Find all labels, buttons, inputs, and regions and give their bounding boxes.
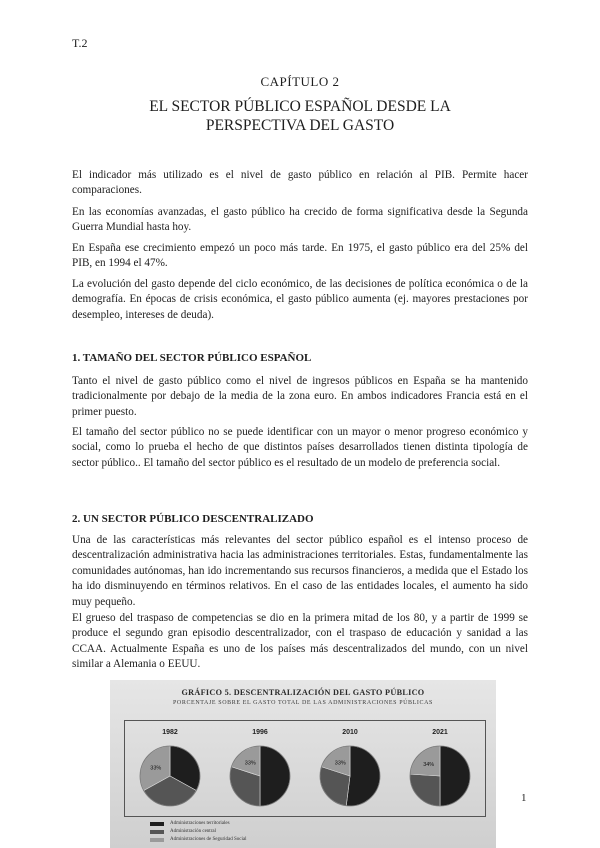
- legend-item: [150, 820, 247, 828]
- legend-label: Administración central: [170, 829, 216, 834]
- intro-paragraph-4: La evolución del gasto depende del ciclo económico, de las decisiones de política económica o de la demografía. En épocas de crisis económica, el gasto público aumenta (ej. mayores prestaciones por desempleo, intereses de deuda).: [72, 278, 528, 321]
- section-1-paragraph-1: Tanto el nivel de gasto público como el nivel de ingresos públicos en España se ha mantenido tradicionalmente por debajo de la media de la zona euro. En ambos indicadores Francia está en el primer puesto.: [72, 375, 528, 418]
- intro-paragraph-1: El indicador más utilizado es el nivel de gasto público en relación al PIB. Permite hacer comparaciones.: [72, 169, 528, 197]
- pie-year-label: 1996: [252, 729, 268, 736]
- chapter-label: CAPÍTULO 2: [260, 74, 340, 89]
- section-1-paragraph-2: El tamaño del sector público no se puede identificar con un mayor o menor progreso económico y social, como lo prueba el hecho de que distintos países desarrollados tienen distinta tipología de sector público.. El tamaño del sector público es el resultado de un modelo de preferencia social.: [72, 426, 528, 469]
- chart-title: GRÁFICO 5. DESCENTRALIZACIÓN DEL GASTO PÚBLICO: [181, 688, 425, 697]
- pie-slice: [410, 774, 440, 806]
- pie-year-label: 2021: [432, 729, 448, 736]
- section-2-paragraph-1: Una de las características más relevantes del sector público español es el intenso proceso de descentralización administrativa hacia las administraciones territoriales. Estas, fundamentalmente las comunidades autónomas, han ido incrementando sus recursos financieros, a medida que el Estado los ha ido disminuyendo en términos relativos. En el caso de las entidades locales, el aumento ha sido muy pequeño.: [72, 534, 528, 608]
- pie-slice-label: 33%: [244, 760, 256, 767]
- pie-slice: [346, 746, 380, 806]
- pie-slice-label: 33%: [150, 765, 162, 772]
- pie-charts: [125, 721, 485, 816]
- section-2-paragraph-2: El grueso del traspaso de competencias se dio en la primera mitad de los 80, y a partir de 1999 se produce el segundo gran episodio descentralizador, con el traspaso de educación y sanidad a las CCAA. Actualmente España es uno de los países más descentralizados del mundo, con un nivel similar a Alemania o EEUU.: [72, 612, 528, 671]
- legend-label: Administraciones de Seguridad Social: [170, 837, 247, 842]
- intro-paragraph-3: En España ese crecimiento empezó un poco más tarde. En 1975, el gasto público era del 25% del PIB, en 1994 el 47%.: [72, 242, 528, 270]
- pie-year-label: 2010: [342, 729, 358, 736]
- legend-label: Administraciones territoriales: [170, 821, 230, 826]
- legend-swatch: [150, 822, 164, 826]
- pie-slice-label: 33%: [334, 760, 346, 767]
- page-number: 1: [521, 792, 527, 804]
- pie-slice-label: 34%: [423, 761, 435, 768]
- pie-slice: [440, 746, 470, 806]
- chart-figure: [110, 680, 496, 848]
- chart-legend: [150, 820, 247, 844]
- section-1-heading: 1. TAMAÑO DEL SECTOR PÚBLICO ESPAÑOL: [72, 352, 312, 364]
- pie-slice: [260, 746, 290, 806]
- chart-subtitle: PORCENTAJE SOBRE EL GASTO TOTAL DE LAS ADMINISTRACIONES PÚBLICAS: [172, 700, 433, 706]
- page-tag: T.2: [72, 36, 88, 50]
- legend-item: [150, 836, 247, 844]
- section-2-heading: 2. UN SECTOR PÚBLICO DESCENTRALIZADO: [72, 513, 314, 525]
- legend-item: [150, 828, 247, 836]
- chart-frame: [124, 720, 486, 817]
- pie-year-label: 1982: [162, 729, 178, 736]
- intro-paragraph-2: En las economías avanzadas, el gasto público ha crecido de forma significativa desde la Segunda Guerra Mundial hasta hoy.: [72, 206, 528, 234]
- legend-swatch: [150, 830, 164, 834]
- legend-swatch: [150, 838, 164, 842]
- page-title: EL SECTOR PÚBLICO ESPAÑOL DESDE LA PERSPECTIVA DEL GASTO: [149, 98, 451, 134]
